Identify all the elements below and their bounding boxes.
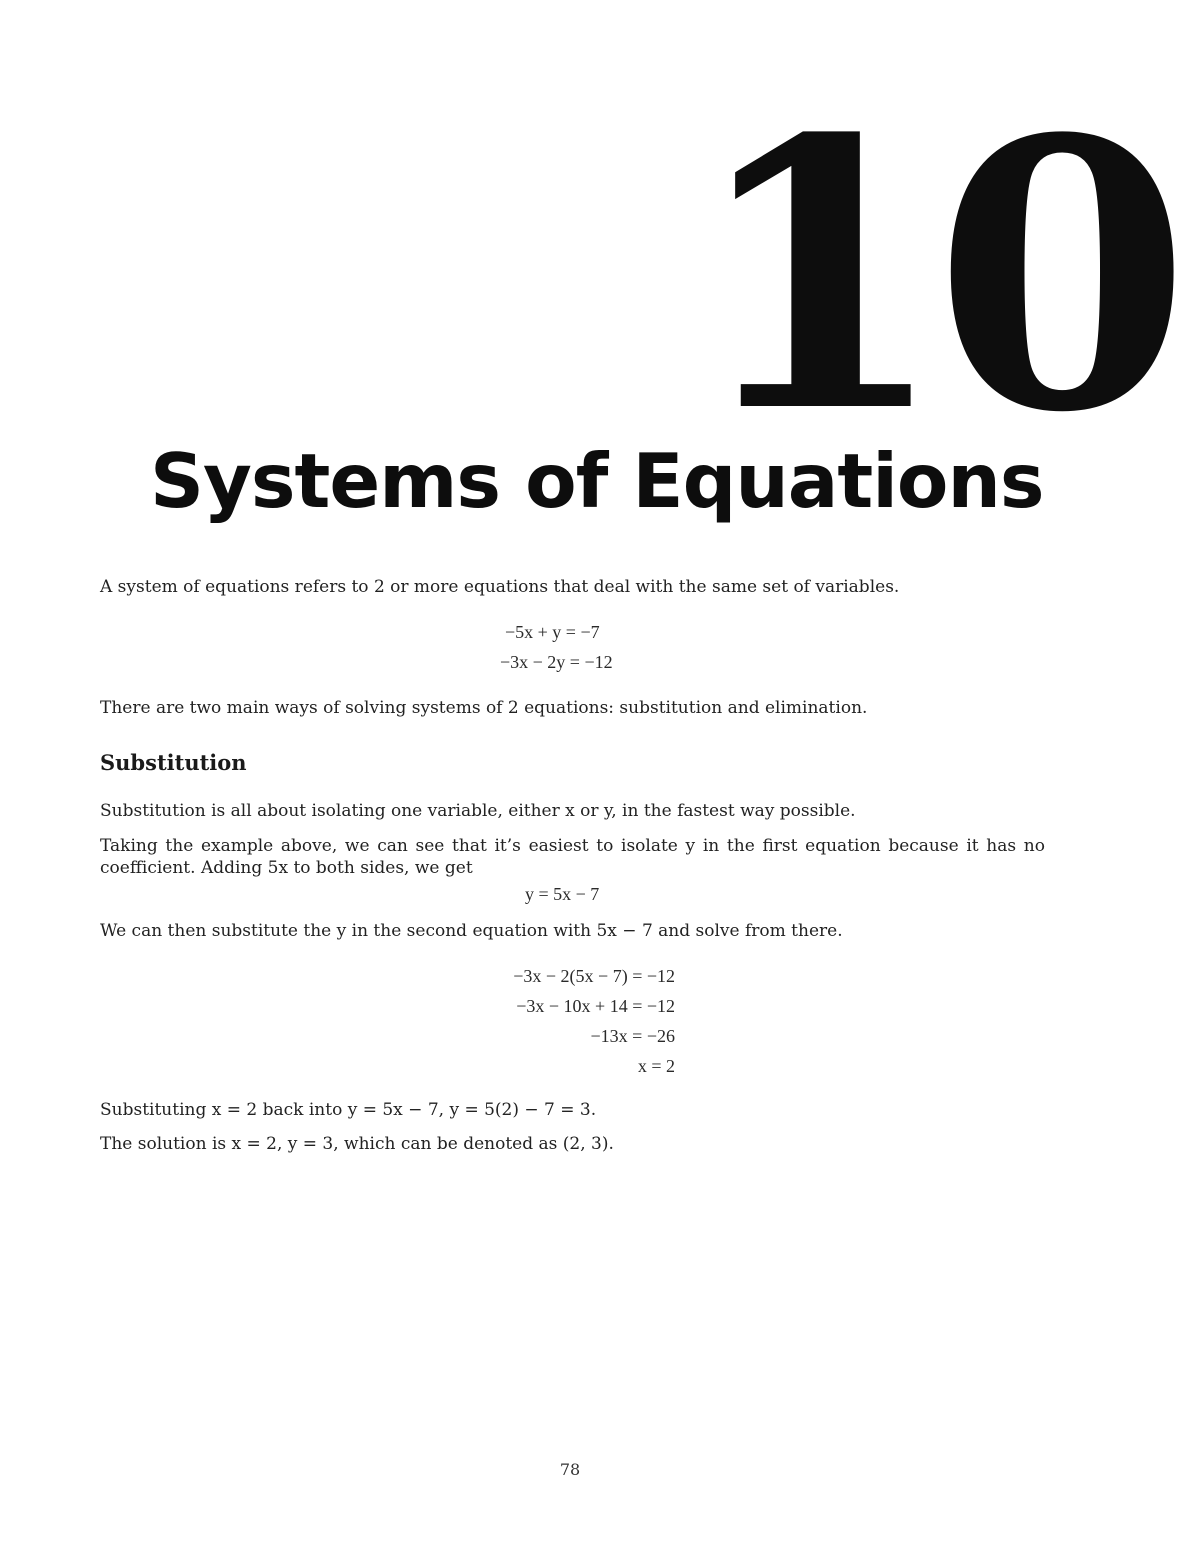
section-heading-substitution: Substitution (100, 750, 247, 775)
system-equation-2: −3x − 2y = −12 (500, 652, 613, 672)
substitution-paragraph-2: Taking the example above, we can see that it’s easiest to isolate y in the first equation because it has no coefficient. Adding 5x to both sides, we get (100, 836, 1045, 878)
solution-step-4: x = 2 (637, 1056, 675, 1076)
solution-step-2: −3x − 10x + 14 = −12 (516, 996, 675, 1016)
page-number: 78 (559, 1460, 581, 1479)
system-equation-1: −5x + y = −7 (505, 622, 600, 642)
substitution-paragraph-3: We can then substitute the y in the second equation with 5x − 7 and solve from there. (100, 921, 843, 941)
solution-step-3: −13x = −26 (590, 1026, 675, 1046)
substitution-paragraph-1: Substitution is all about isolating one variable, either x or y, in the fastest way possible. (100, 801, 856, 821)
solution-step-1: −3x − 2(5x − 7) = −12 (513, 966, 675, 986)
solution-paragraph: The solution is x = 2, y = 3, which can be denoted as (2, 3). (100, 1134, 614, 1154)
intro-paragraph: A system of equations refers to 2 or more equations that deal with the same set of variables. (100, 577, 900, 597)
chapter-number: 10 (690, 60, 1177, 494)
chapter-title: Systems of Equations (150, 437, 1044, 525)
methods-paragraph: There are two main ways of solving systems of 2 equations: substitution and elimination. (100, 698, 868, 718)
isolated-equation: y = 5x − 7 (525, 884, 600, 904)
back-substitution-paragraph: Substituting x = 2 back into y = 5x − 7, y = 5(2) − 7 = 3. (100, 1100, 597, 1120)
